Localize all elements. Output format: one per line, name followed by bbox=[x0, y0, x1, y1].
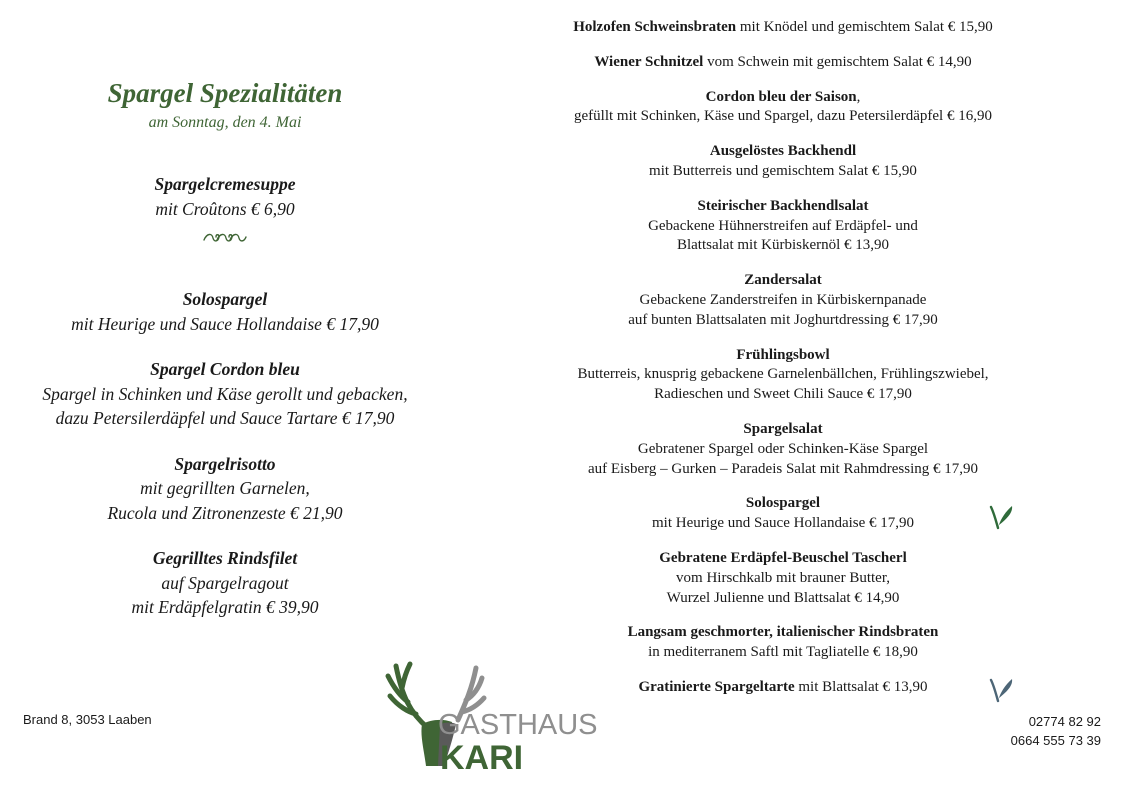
menu-item bbox=[533, 420, 1033, 479]
special-menu-column bbox=[20, 76, 430, 620]
menu-item-name: Gebratene Erdäpfel-Beuschel Tascherl bbox=[659, 549, 907, 566]
vegan-leaf-icon bbox=[989, 503, 1015, 536]
menu-item-name: Cordon bleu der Saison bbox=[705, 88, 857, 105]
special-dish-2 bbox=[20, 357, 430, 431]
menu-item bbox=[533, 142, 1033, 182]
menu-item-name: Gratinierte Spargeltarte bbox=[638, 678, 795, 695]
menu-item bbox=[533, 549, 1033, 608]
menu-item-desc: , bbox=[856, 88, 861, 105]
menu-item-name: Frühlingsbowl bbox=[736, 346, 830, 363]
menu-item bbox=[533, 623, 1033, 663]
menu-item-name: Steirischer Backhendlsalat bbox=[697, 197, 869, 214]
deer-antler-logo-icon bbox=[380, 658, 610, 776]
menu-item bbox=[533, 88, 1033, 128]
dish-name: Spargelrisotto bbox=[174, 453, 276, 474]
menu-item-line: vom Hirschkalb mit brauner Butter, bbox=[676, 569, 890, 586]
menu-item-line: Gebackene Hühnerstreifen auf Erdäpfel- und bbox=[648, 217, 918, 234]
soup-desc: mit Croûtons € 6,90 bbox=[155, 198, 295, 219]
menu-item-line: mit Heurige und Sauce Hollandaise € 17,90 bbox=[651, 515, 915, 532]
menu-item-line: Butterreis, knusprig gebackene Garnelenbällchen, Frühlingszwiebel, bbox=[577, 366, 989, 383]
menu-item bbox=[533, 346, 1033, 405]
gasthaus-kari-logo bbox=[380, 658, 610, 776]
menu-item-line: auf bunten Blattsalaten mit Joghurtdressing € 17,90 bbox=[628, 311, 938, 328]
menu-item bbox=[533, 197, 1033, 256]
special-dish-3 bbox=[20, 452, 430, 526]
phone-mobile: 0664 555 73 39 bbox=[1010, 733, 1101, 748]
menu-item-line: gefüllt mit Schinken, Käse und Spargel, dazu Petersilerdäpfel € 16,90 bbox=[574, 108, 992, 125]
phone-numbers bbox=[1011, 712, 1101, 750]
special-menu-date: am Sonntag, den 4. Mai bbox=[148, 114, 302, 131]
floral-ornament-icon bbox=[20, 227, 430, 253]
special-menu-title: Spargel Spezialitäten bbox=[107, 78, 343, 108]
logo-kari-text: KARI bbox=[440, 739, 524, 776]
menu-item-line: mit Butterreis und gemischtem Salat € 15,90 bbox=[649, 162, 917, 179]
logo-gasthaus-text: GASTHAUS bbox=[438, 709, 598, 741]
dish-name: Gegrilltes Rindsfilet bbox=[152, 548, 298, 568]
menu-item-line: in mediterranem Saftl mit Tagliatelle € 18,90 bbox=[648, 644, 918, 661]
phone-landline: 02774 82 92 bbox=[1028, 714, 1101, 729]
menu-item-line: Wurzel Julienne und Blattsalat € 14,90 bbox=[666, 589, 900, 606]
dish-name: Solospargel bbox=[182, 289, 268, 309]
menu-item-name: Ausgelöstes Backhendl bbox=[709, 143, 857, 160]
menu-item-line: Gebackene Zanderstreifen in Kürbiskernpanade bbox=[639, 291, 927, 308]
menu-item-name: Langsam geschmorter, italienischer Rindsbraten bbox=[627, 624, 939, 641]
menu-item-name: Holzofen Schweinsbraten bbox=[573, 19, 737, 35]
menu-item-line: Blattsalat mit Kürbiskernöl € 13,90 bbox=[676, 237, 890, 254]
soup-name: Spargelcremesuppe bbox=[154, 174, 296, 194]
dish-line: mit Heurige und Sauce Hollandaise € 17,90 bbox=[71, 313, 379, 334]
menu-item bbox=[533, 271, 1033, 330]
address: Brand 8, 3053 Laaben bbox=[23, 712, 152, 727]
menu-item-desc: vom Schwein mit gemischtem Salat € 14,90 bbox=[703, 53, 972, 70]
menu-item-line: auf Eisberg – Gurken – Paradeis Salat mit Rahmdressing € 17,90 bbox=[587, 460, 979, 477]
menu-item-name: Zandersalat bbox=[744, 272, 822, 289]
menu-item-name: Solospargel bbox=[745, 495, 821, 512]
menu-item-desc: mit Knödel und gemischtem Salat € 15,90 bbox=[736, 19, 993, 35]
menu-item-name: Wiener Schnitzel bbox=[594, 53, 704, 70]
dish-line: dazu Petersilerdäpfel und Sauce Tartare € 17,90 bbox=[55, 408, 395, 428]
menu-item-name: Spargelsalat bbox=[743, 420, 823, 437]
menu-item-line: Gebratener Spargel oder Schinken-Käse Spargel bbox=[637, 440, 929, 457]
menu-item-desc: mit Blattsalat € 13,90 bbox=[794, 678, 928, 695]
menu-item bbox=[533, 494, 1033, 534]
dish-name: Spargel Cordon bleu bbox=[150, 359, 300, 379]
dish-line: auf Spargelragout bbox=[161, 572, 289, 593]
dish-line: mit Erdäpfelgratin € 39,90 bbox=[131, 597, 319, 617]
menu-item-line: Radieschen und Sweet Chili Sauce € 17,90 bbox=[654, 386, 912, 403]
dish-line: Rucola und Zitronenzeste € 21,90 bbox=[107, 502, 343, 523]
main-menu-column bbox=[533, 18, 1033, 713]
special-dish-4 bbox=[20, 546, 430, 620]
menu-item bbox=[533, 18, 1033, 38]
menu-item bbox=[533, 53, 1033, 73]
soup-item bbox=[20, 172, 430, 221]
dish-line: Spargel in Schinken und Käse gerollt und gebacken, bbox=[42, 383, 408, 404]
dish-line: mit gegrillten Garnelen, bbox=[140, 478, 310, 498]
special-dish-1 bbox=[20, 287, 430, 336]
vegan-leaf-icon bbox=[989, 676, 1015, 709]
